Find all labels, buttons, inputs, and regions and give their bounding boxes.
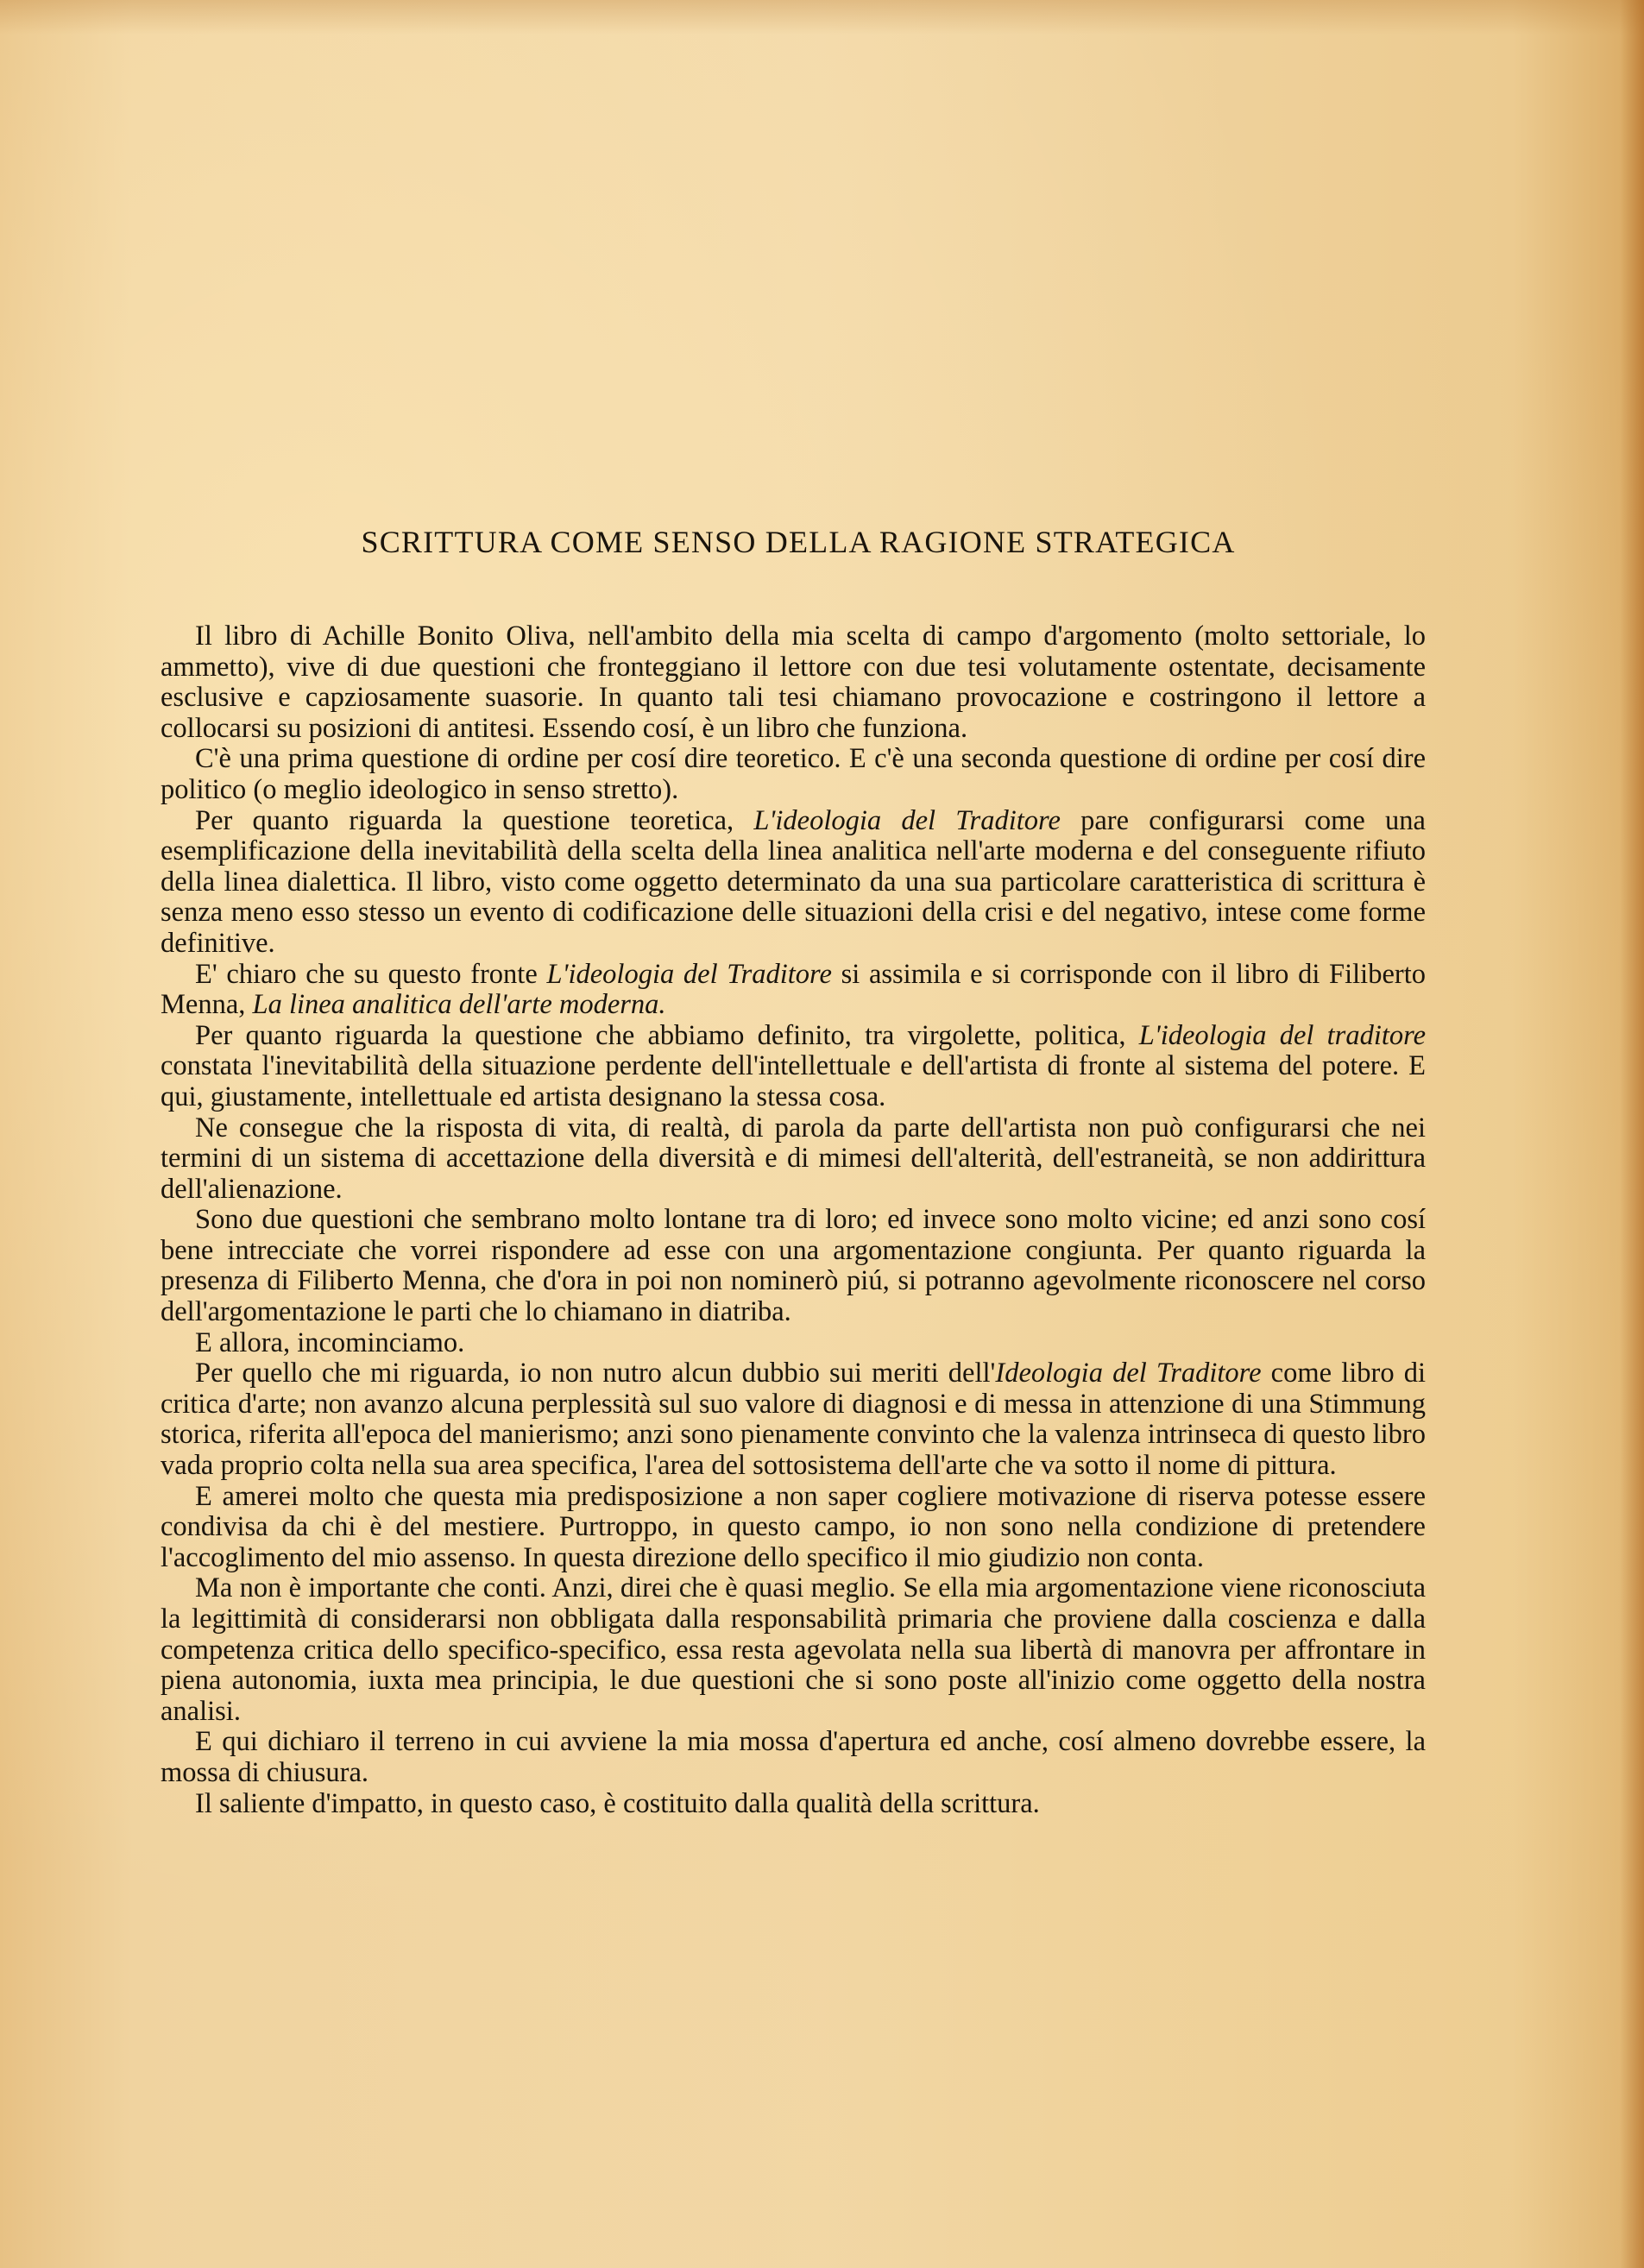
paragraph-text: Per quello che mi riguarda, io non nutro alcun dubbio sui meriti dell'	[195, 1358, 996, 1389]
paragraph-text: Il saliente d'impatto, in questo caso, è costituito dalla qualità della scrittura.	[195, 1787, 1040, 1819]
paragraph-text: E qui dichiaro il terreno in cui avviene la mia mossa d'apertura ed anche, cosí almeno dovrebbe essere, la mossa di chiusura.	[161, 1726, 1426, 1788]
paragraph	[161, 1573, 1426, 1727]
italic-title-text: Ideologia del Traditore	[995, 1358, 1262, 1389]
page-shadow-top	[0, 0, 1644, 35]
paragraph	[161, 1727, 1426, 1788]
paragraph	[161, 1482, 1426, 1574]
paragraph-text: Il libro di Achille Bonito Oliva, nell'ambito della mia scelta di campo d'argomento (molto settoriale, lo ammetto), vive di due questioni che fronteggiano il lettore con due tesi volutamente ostentate, decisamente esclusive e capziosamente suasorie. In quanto tali tesi chiamano provocazione e costringono il lettore a collocarsi su posizioni di antitesi. Essendo cosí, è un libro che funziona.	[161, 621, 1426, 744]
paragraph	[161, 960, 1426, 1021]
paragraph	[161, 1789, 1426, 1820]
paragraph-text: Per quanto riguarda la questione che abbiamo definito, tra virgolette, politica,	[195, 1019, 1139, 1051]
paragraph-text: Ma non è importante che conti. Anzi, direi che è quasi meglio. Se ella mia argomentazione viene riconosciuta la legittimità di considerarsi non obbligata dalla responsabilità primaria che proviene dalla coscienza e dalla competenza critica dello specifico-specifico, essa resta agevolata nella sua libertà di manovra per affrontare in piena autonomia, iuxta mea principia, le due questioni che si sono poste all'inizio come oggetto della nostra analisi.	[161, 1572, 1426, 1727]
paragraph-text: pare configurarsi come una esemplificazione della inevitabilità della scelta della linea analitica nell'arte moderna e del conseguente rifiuto della linea dialettica. Il libro, visto come oggetto determinato da una sua particolare caratteristica di scrittura è senza meno esso stesso un evento di codificazione delle situazioni della crisi e del negativo, intese come forme definitive.	[161, 804, 1426, 959]
paragraph-text: E' chiaro che su questo fronte	[195, 958, 547, 990]
paragraph	[161, 806, 1426, 960]
paragraph	[161, 1328, 1426, 1359]
italic-title-text: L'ideologia del Traditore	[546, 958, 832, 990]
paragraph	[161, 744, 1426, 805]
paragraph-text: E amerei molto che questa mia predisposizione a non saper cogliere motivazione di riserva potesse essere condivisa da chi è del mestiere. Purtroppo, in questo campo, io non sono nella condizione di pretendere l'accoglimento del mio assenso. In questa direzione dello specifico il mio giudizio non conta.	[161, 1480, 1426, 1573]
paragraph	[161, 621, 1426, 744]
paragraph-text: come libro di critica d'arte; non avanzo alcuna perplessità sul suo valore di diagnosi e di messa in attenzione di una Stimmung storica, riferita all'epoca del manierismo; anzi sono pienamente convinto che la valenza intrinseca di questo libro vada proprio colta nella sua area specifica, l'area del sottosistema dell'arte che va sotto il nome di pittura.	[161, 1358, 1427, 1482]
paragraph	[161, 1205, 1426, 1327]
page-title: SCRITTURA COME SENSO DELLA RAGIONE STRATEGICA	[361, 525, 1236, 559]
paragraph-text: Per quanto riguarda la questione teoretica,	[195, 804, 754, 836]
paragraph	[161, 1358, 1426, 1481]
paragraph-text: Ne consegue che la risposta di vita, di realtà, di parola da parte dell'artista non può configurarsi che nei termini di un sistema di accettazione della diversità e di mimesi dell'alterità, dell'estraneità, se non addirittura dell'alienazione.	[161, 1112, 1426, 1205]
body-text	[161, 621, 1426, 1819]
paragraph-text: Sono due questioni che sembrano molto lontane tra di loro; ed invece sono molto vicine; ed anzi sono cosí bene intrecciate che vorrei rispondere ad esse con una argomentazione congiunta. Per quanto riguarda la presenza di Filiberto Menna, che d'ora in poi non nominerò piú, si potranno agevolmente riconoscere nel corso dell'argomentazione le parti che lo chiamano in diatriba.	[161, 1204, 1426, 1328]
italic-title-text: L'ideologia del Traditore	[753, 804, 1061, 836]
italic-title-text: La linea analitica dell'arte moderna.	[252, 989, 666, 1021]
page-shadow-right	[1620, 0, 1644, 2268]
paragraph-text: C'è una prima questione di ordine per cosí dire teoretico. E c'è una seconda questione di ordine per cosí dire politico (o meglio ideologico in senso stretto).	[161, 743, 1426, 805]
paragraph-text: E allora, incominciamo.	[195, 1326, 465, 1358]
paragraph-text: si assimila e si corrisponde con il libro di Filiberto Menna,	[161, 958, 1426, 1021]
paragraph	[161, 1113, 1426, 1206]
italic-title-text: L'ideologia del traditore	[1138, 1019, 1426, 1051]
paragraph-text: constata l'inevitabilità della situazione perdente dell'intellettuale e dell'artista di fronte al sistema del potere. E qui, giustamente, intellettuale ed artista designano la stessa cosa.	[161, 1050, 1426, 1112]
paragraph	[161, 1021, 1426, 1113]
